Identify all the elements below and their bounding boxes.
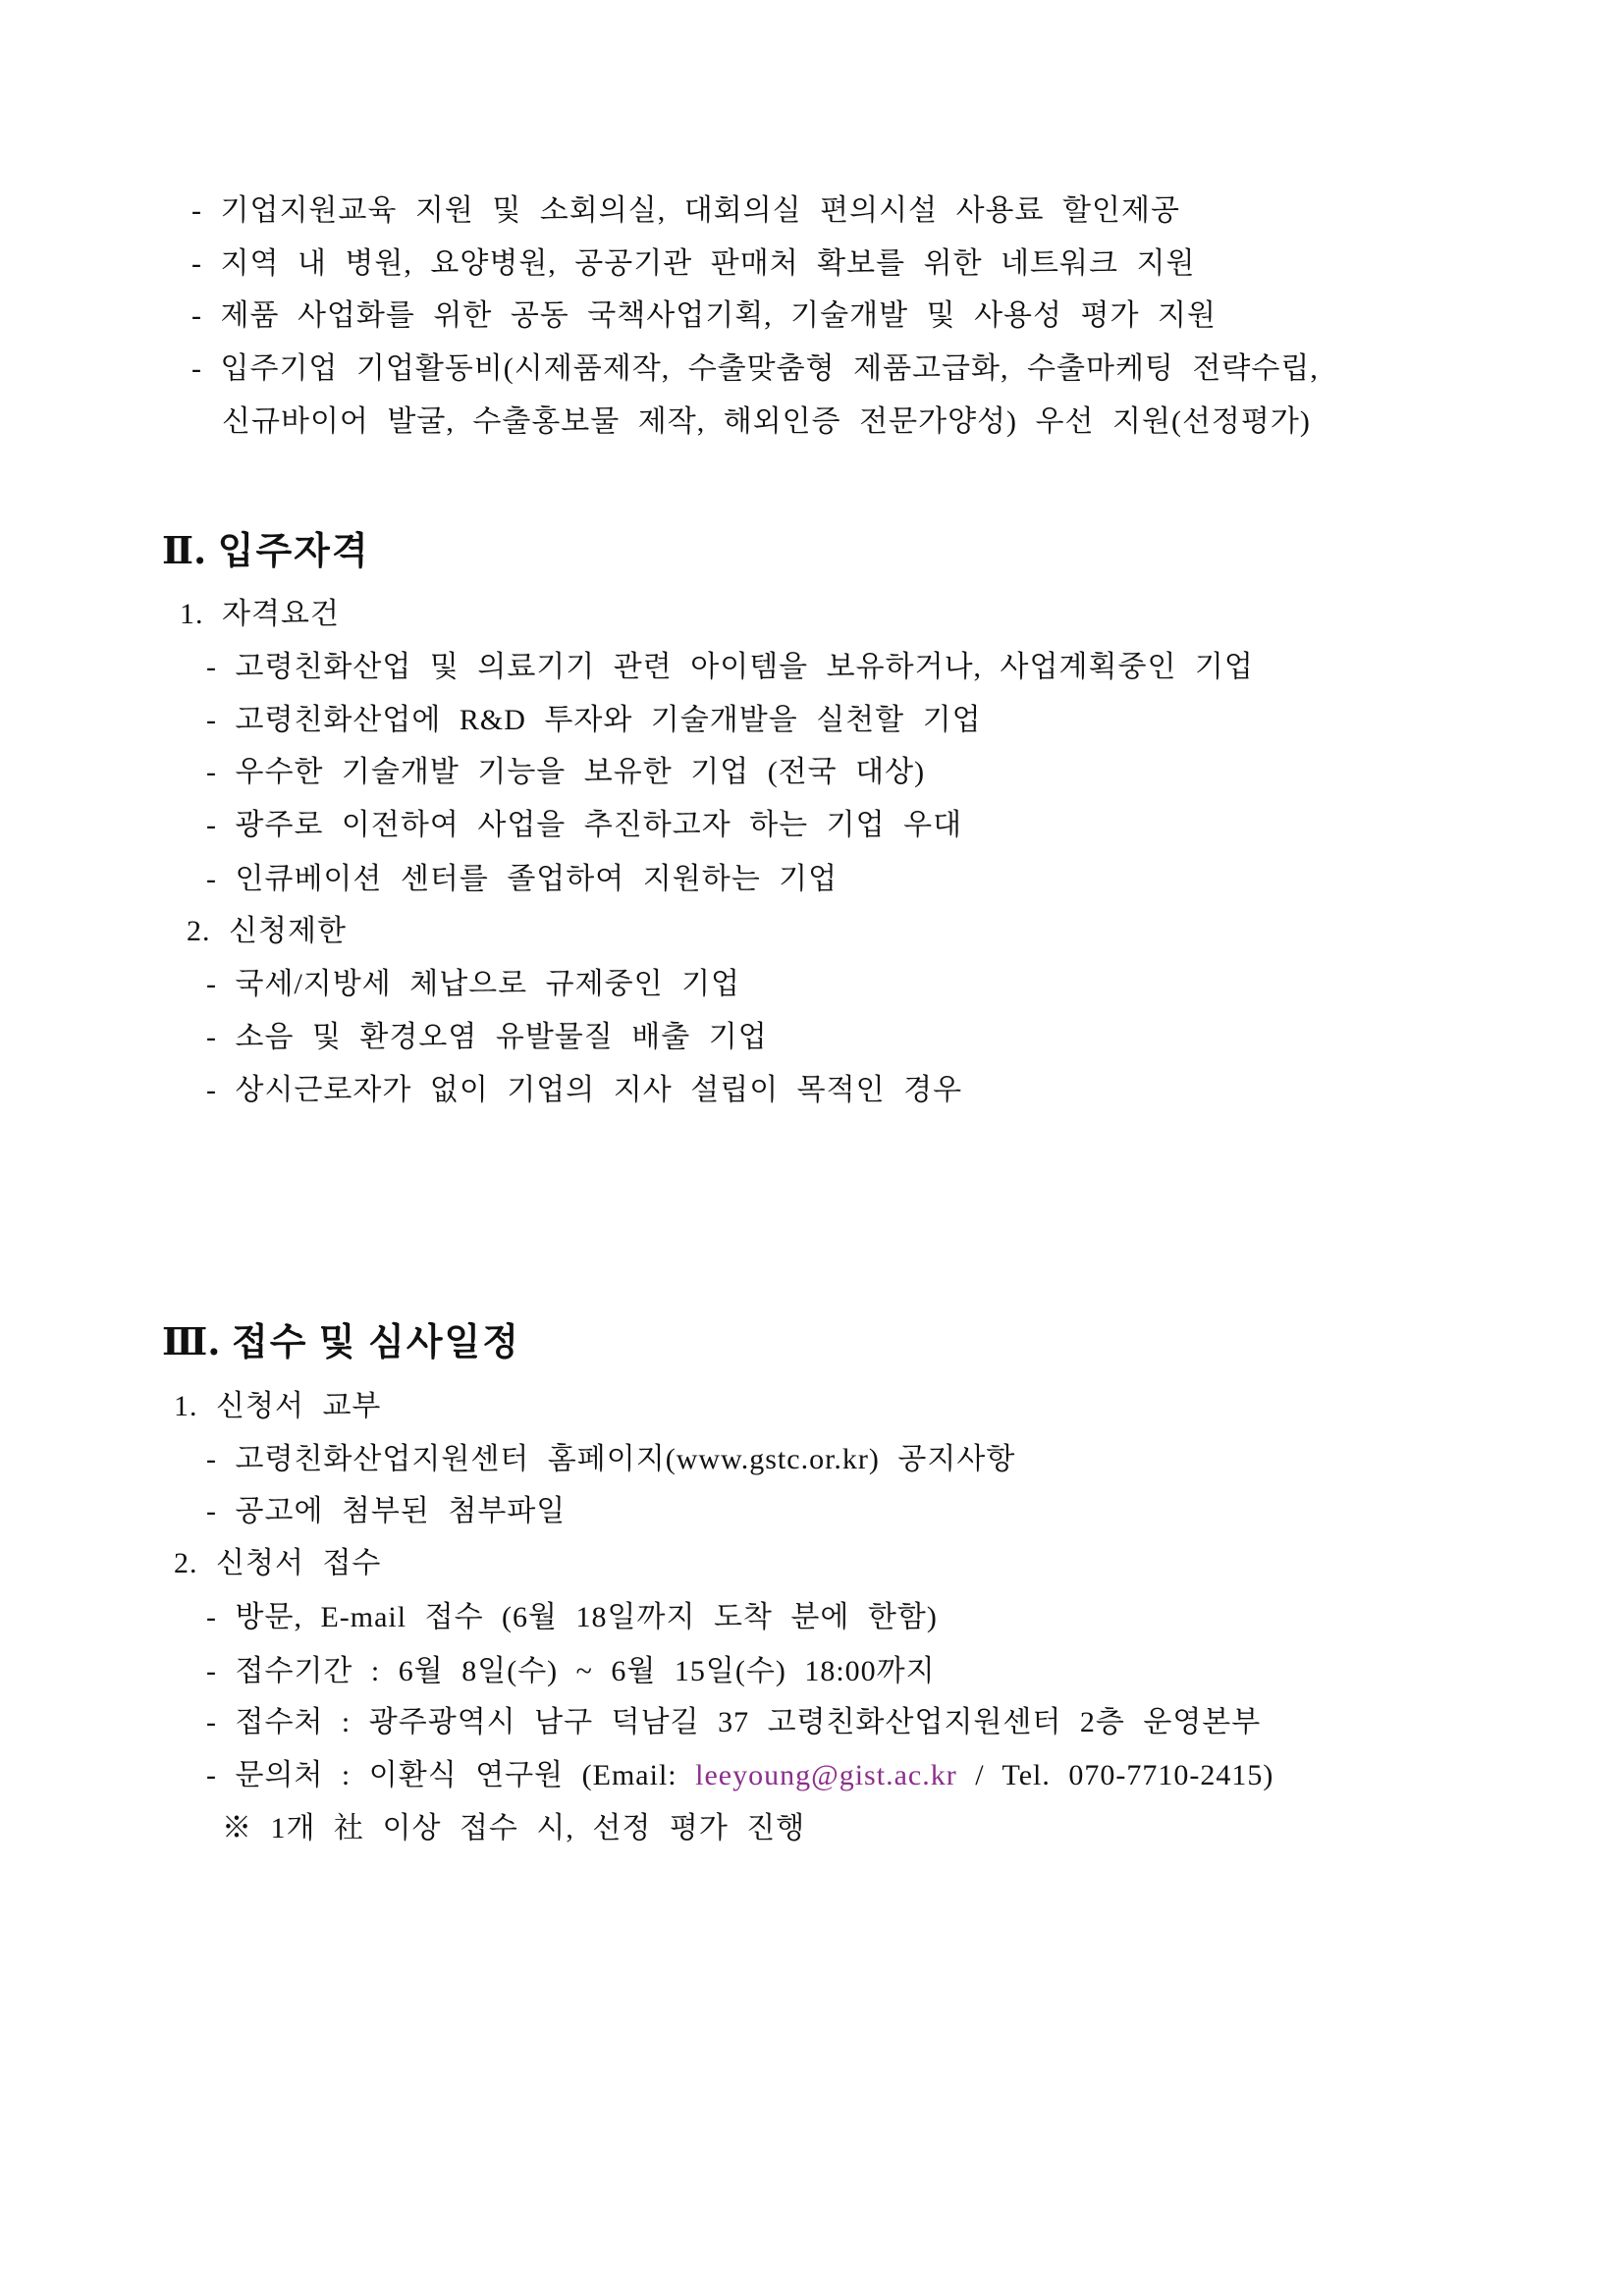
bullet-item: - 접수기간 : 6월 8일(수) ~ 6월 15일(수) 18:00까지 <box>206 1655 936 1687</box>
bullet-item: - 공고에 첨부된 첨부파일 <box>206 1495 567 1527</box>
bullet-item: - 상시근로자가 없이 기업의 지사 설립이 목적인 경우 <box>206 1074 963 1106</box>
subsection-title: 2. 신청제한 <box>187 915 347 947</box>
contact-prefix: - 문의처 : 이환식 연구원 (Email: <box>206 1759 696 1791</box>
section-numeral: Ⅲ. <box>162 1319 221 1363</box>
bullet-item: - 기업지원교육 지원 및 소회의실, 대회의실 편의시설 사용료 할인제공 <box>191 194 1180 227</box>
bullet-item: - 우수한 기술개발 기능을 보유한 기업 (전국 대상) <box>206 756 926 788</box>
contact-line <box>206 1758 1273 1793</box>
bullet-item: - 광주로 이전하여 사업을 추진하고자 하는 기업 우대 <box>206 809 963 841</box>
bullet-item: - 고령친화산업에 R&D 투자와 기술개발을 실천할 기업 <box>206 704 982 736</box>
bullet-item: - 방문, E-mail 접수 (6월 18일까지 도착 분에 한함) <box>206 1601 938 1633</box>
contact-suffix: / Tel. 070-7710-2415) <box>956 1759 1274 1791</box>
section-title: 접수 및 심사일정 <box>232 1322 520 1363</box>
bullet-item: - 국세/지방세 체납으로 규제중인 기업 <box>206 968 741 1000</box>
subsection-title: 2. 신청서 접수 <box>174 1547 382 1579</box>
bullet-item: - 고령친화산업지원센터 홈페이지(www.gstc.or.kr) 공지사항 <box>206 1443 1016 1475</box>
section-title: 입주자격 <box>217 531 370 572</box>
email-link[interactable]: leeyoung@gist.ac.kr <box>695 1759 957 1791</box>
bullet-item: - 고령친화산업 및 의료기기 관련 아이템을 보유하거나, 사업계획중인 기업 <box>206 651 1254 683</box>
subsection-title: 1. 신청서 교부 <box>174 1390 382 1422</box>
section-numeral: Ⅱ. <box>162 528 207 572</box>
bullet-item: - 접수처 : 광주광역시 남구 덕남길 37 고령친화산업지원센터 2층 운영본부 <box>206 1706 1262 1738</box>
section-heading-3 <box>162 1320 520 1364</box>
bullet-item: - 지역 내 병원, 요양병원, 공공기관 판매처 확보를 위한 네트워크 지원 <box>191 247 1196 280</box>
subsection-title: 1. 자격요건 <box>180 598 340 630</box>
bullet-item: - 입주기업 기업활동비(시제품제작, 수출맞춤형 제품고급화, 수출마케팅 전략수립, <box>191 352 1319 385</box>
note-text: ※ 1개 社 이상 접수 시, 선정 평가 진행 <box>222 1812 806 1844</box>
section-heading-2 <box>162 529 370 573</box>
bullet-item: - 인큐베이션 센터를 졸업하여 지원하는 기업 <box>206 863 839 895</box>
bullet-item: - 제품 사업화를 위한 공동 국책사업기획, 기술개발 및 사용성 평가 지원 <box>191 299 1217 332</box>
bullet-item: - 소음 및 환경오염 유발물질 배출 기업 <box>206 1021 768 1053</box>
bullet-item-continuation: 신규바이어 발굴, 수출홍보물 제작, 해외인증 전문가양성) 우선 지원(선정평가) <box>222 405 1311 438</box>
